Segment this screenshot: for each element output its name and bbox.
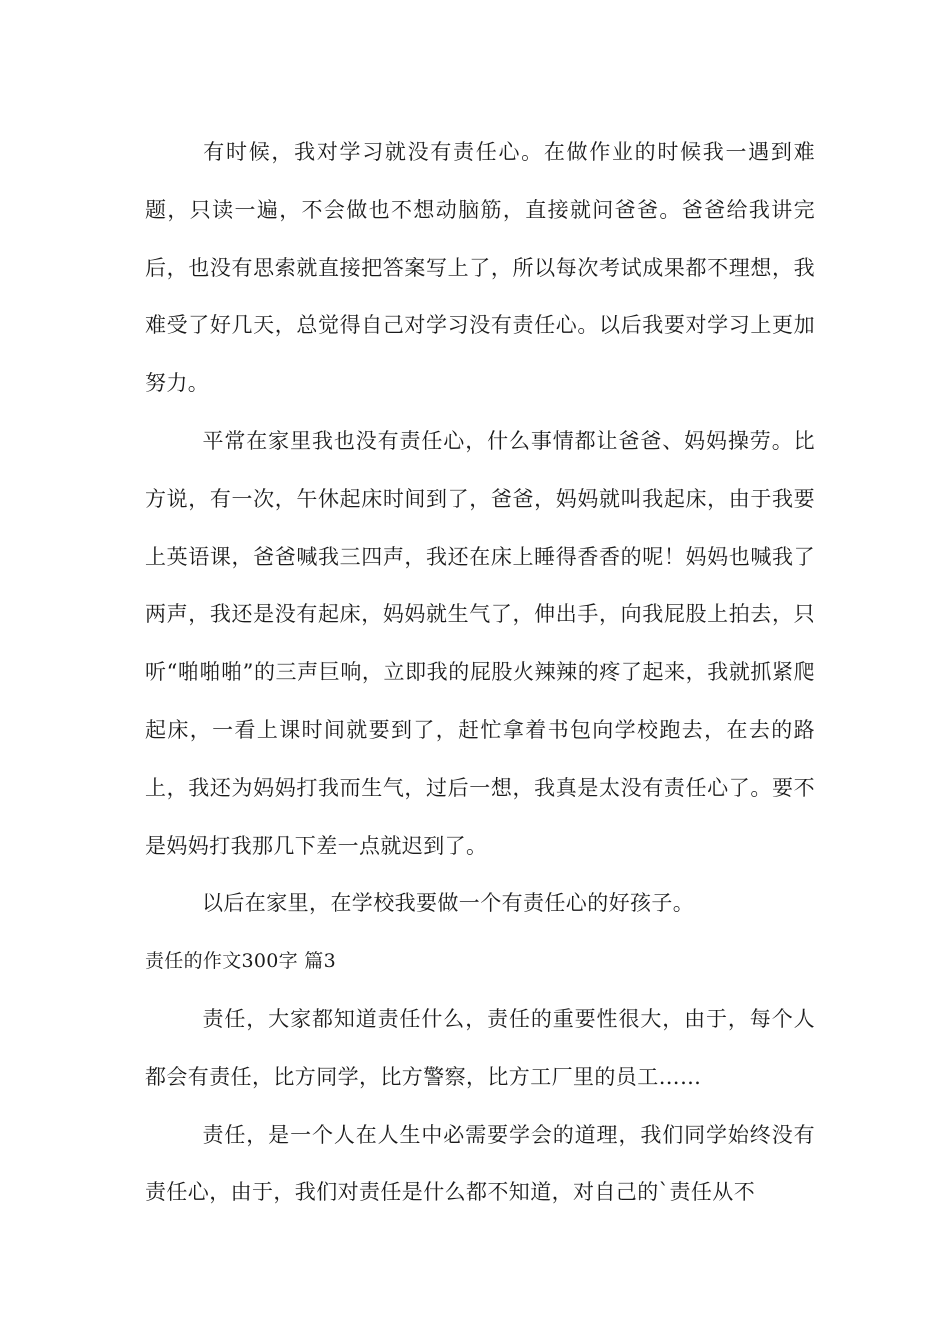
paragraph bbox=[145, 124, 815, 413]
document-page bbox=[145, 124, 815, 1222]
paragraph bbox=[145, 991, 815, 1107]
paragraph-text: 责任，是一个人在人生中必需要学会的道理，我们同学始终没有责任心，由于，我们对责任是什么都不知道，对自己的`责任从不 bbox=[145, 1122, 815, 1205]
paragraph-text: 以后在家里，在学校我要做一个有责任心的好孩子。 bbox=[202, 891, 695, 916]
section-heading: 责任的作文300字 篇3 bbox=[145, 950, 336, 973]
paragraph bbox=[145, 1107, 815, 1223]
paragraph-text: 责任，大家都知道责任什么，责任的重要性很大，由于，每个人都会有责任，比方同学，比方警察，比方工厂里的员工…… bbox=[145, 1006, 815, 1089]
paragraph-text: 有时候，我对学习就没有责任心。在做作业的时候我一遇到难题，只读一遍，不会做也不想动脑筋，直接就问爸爸。爸爸给我讲完后，也没有思索就直接把答案写上了，所以每次考试成果都不理想，我难受了好几天，总觉得自己对学习没有责任心。以后我要对学习上更加努力。 bbox=[145, 140, 815, 396]
paragraph bbox=[145, 413, 815, 875]
paragraph bbox=[145, 875, 815, 933]
paragraph-text: 平常在家里我也没有责任心，什么事情都让爸爸、妈妈操劳。比方说，有一次，午休起床时间到了，爸爸，妈妈就叫我起床，由于我要上英语课，爸爸喊我三四声，我还在床上睡得香香的呢！妈妈也喊我了两声，我还是没有起床，妈妈就生气了，伸出手，向我屁股上拍去，只听“啪啪啪”的三声巨响，立即我的屁股火辣辣的疼了起来，我就抓紧爬起床，一看上课时间就要到了，赶忙拿着书包向学校跑去，在去的路上，我还为妈妈打我而生气，过后一想，我真是太没有责任心了。要不是妈妈打我那几下差一点就迟到了。 bbox=[145, 428, 815, 858]
